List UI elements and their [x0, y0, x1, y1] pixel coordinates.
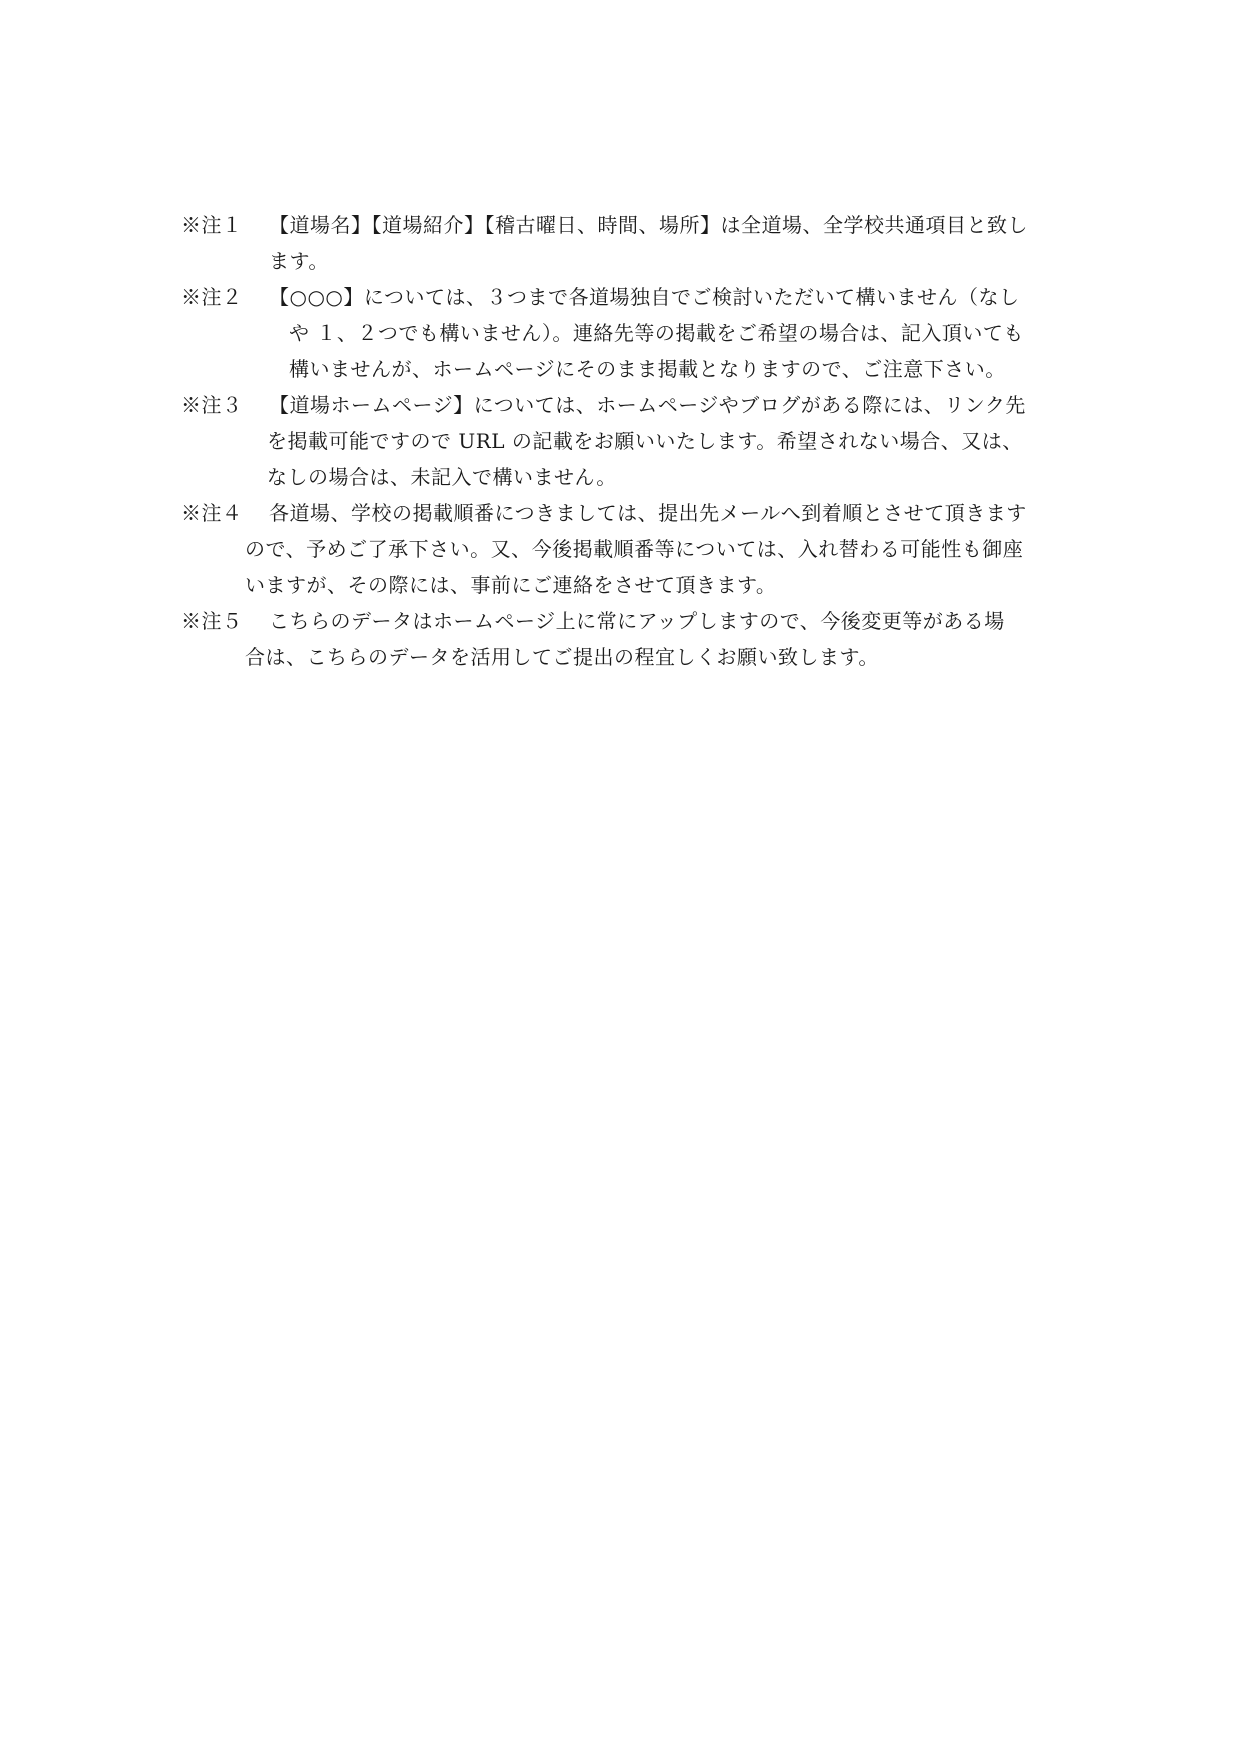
note-marker: ※注２ [181, 285, 243, 309]
note-first-line [181, 207, 1081, 243]
note-continuation-line: 合は、こちらのデータを活用してご提出の程宜しくお願い致します。 [245, 645, 879, 669]
note-first-line [181, 279, 1081, 315]
note-first-line [181, 387, 1081, 423]
note-continuation-line: 構いませんが、ホームページにそのまま掲載となりますので、ご注意下さい。 [289, 357, 1006, 381]
note-text: 【○○○】については、３つまで各道場独自でご検討いただいて構いません（なし [269, 285, 1020, 309]
note-text: 【道場ホームページ】については、ホームページやブログがある際には、リンク先 [269, 393, 1026, 417]
note-5 [181, 603, 1081, 675]
note-first-line [181, 603, 1081, 639]
notes-list [181, 207, 1081, 675]
note-continuation-line: ます。 [269, 249, 329, 273]
note-first-line [181, 495, 1081, 531]
note-marker: ※注１ [181, 213, 243, 237]
note-marker: ※注５ [181, 609, 243, 633]
note-2 [181, 279, 1081, 387]
note-1 [181, 207, 1081, 279]
note-continuation-line: いますが、その際には、事前にご連絡をさせて頂きます。 [245, 573, 777, 597]
note-marker: ※注３ [181, 393, 243, 417]
note-continuation-line: や １、２つでも構いません）。連絡先等の掲載をご希望の場合は、記入頂いても [289, 321, 1024, 345]
note-4 [181, 495, 1081, 603]
note-continuation-line: を掲載可能ですので URL の記載をお願いいたします。希望されない場合、又は、 [267, 429, 1023, 453]
note-3 [181, 387, 1081, 495]
note-text: 各道場、学校の掲載順番につきましては、提出先メールへ到着順とさせて頂きます [269, 501, 1027, 525]
note-continuation-line: ので、予めご了承下さい。又、今後掲載順番等については、入れ替わる可能性も御座 [245, 537, 1024, 561]
note-text: こちらのデータはホームページ上に常にアップしますので、今後変更等がある場 [269, 609, 1005, 633]
note-continuation-line: なしの場合は、未記入で構いません。 [267, 465, 617, 489]
note-marker: ※注４ [181, 501, 243, 525]
note-text: 【道場名】【道場紹介】【稽古曜日、時間、場所】は全道場、全学校共通項目と致し [269, 213, 1028, 237]
